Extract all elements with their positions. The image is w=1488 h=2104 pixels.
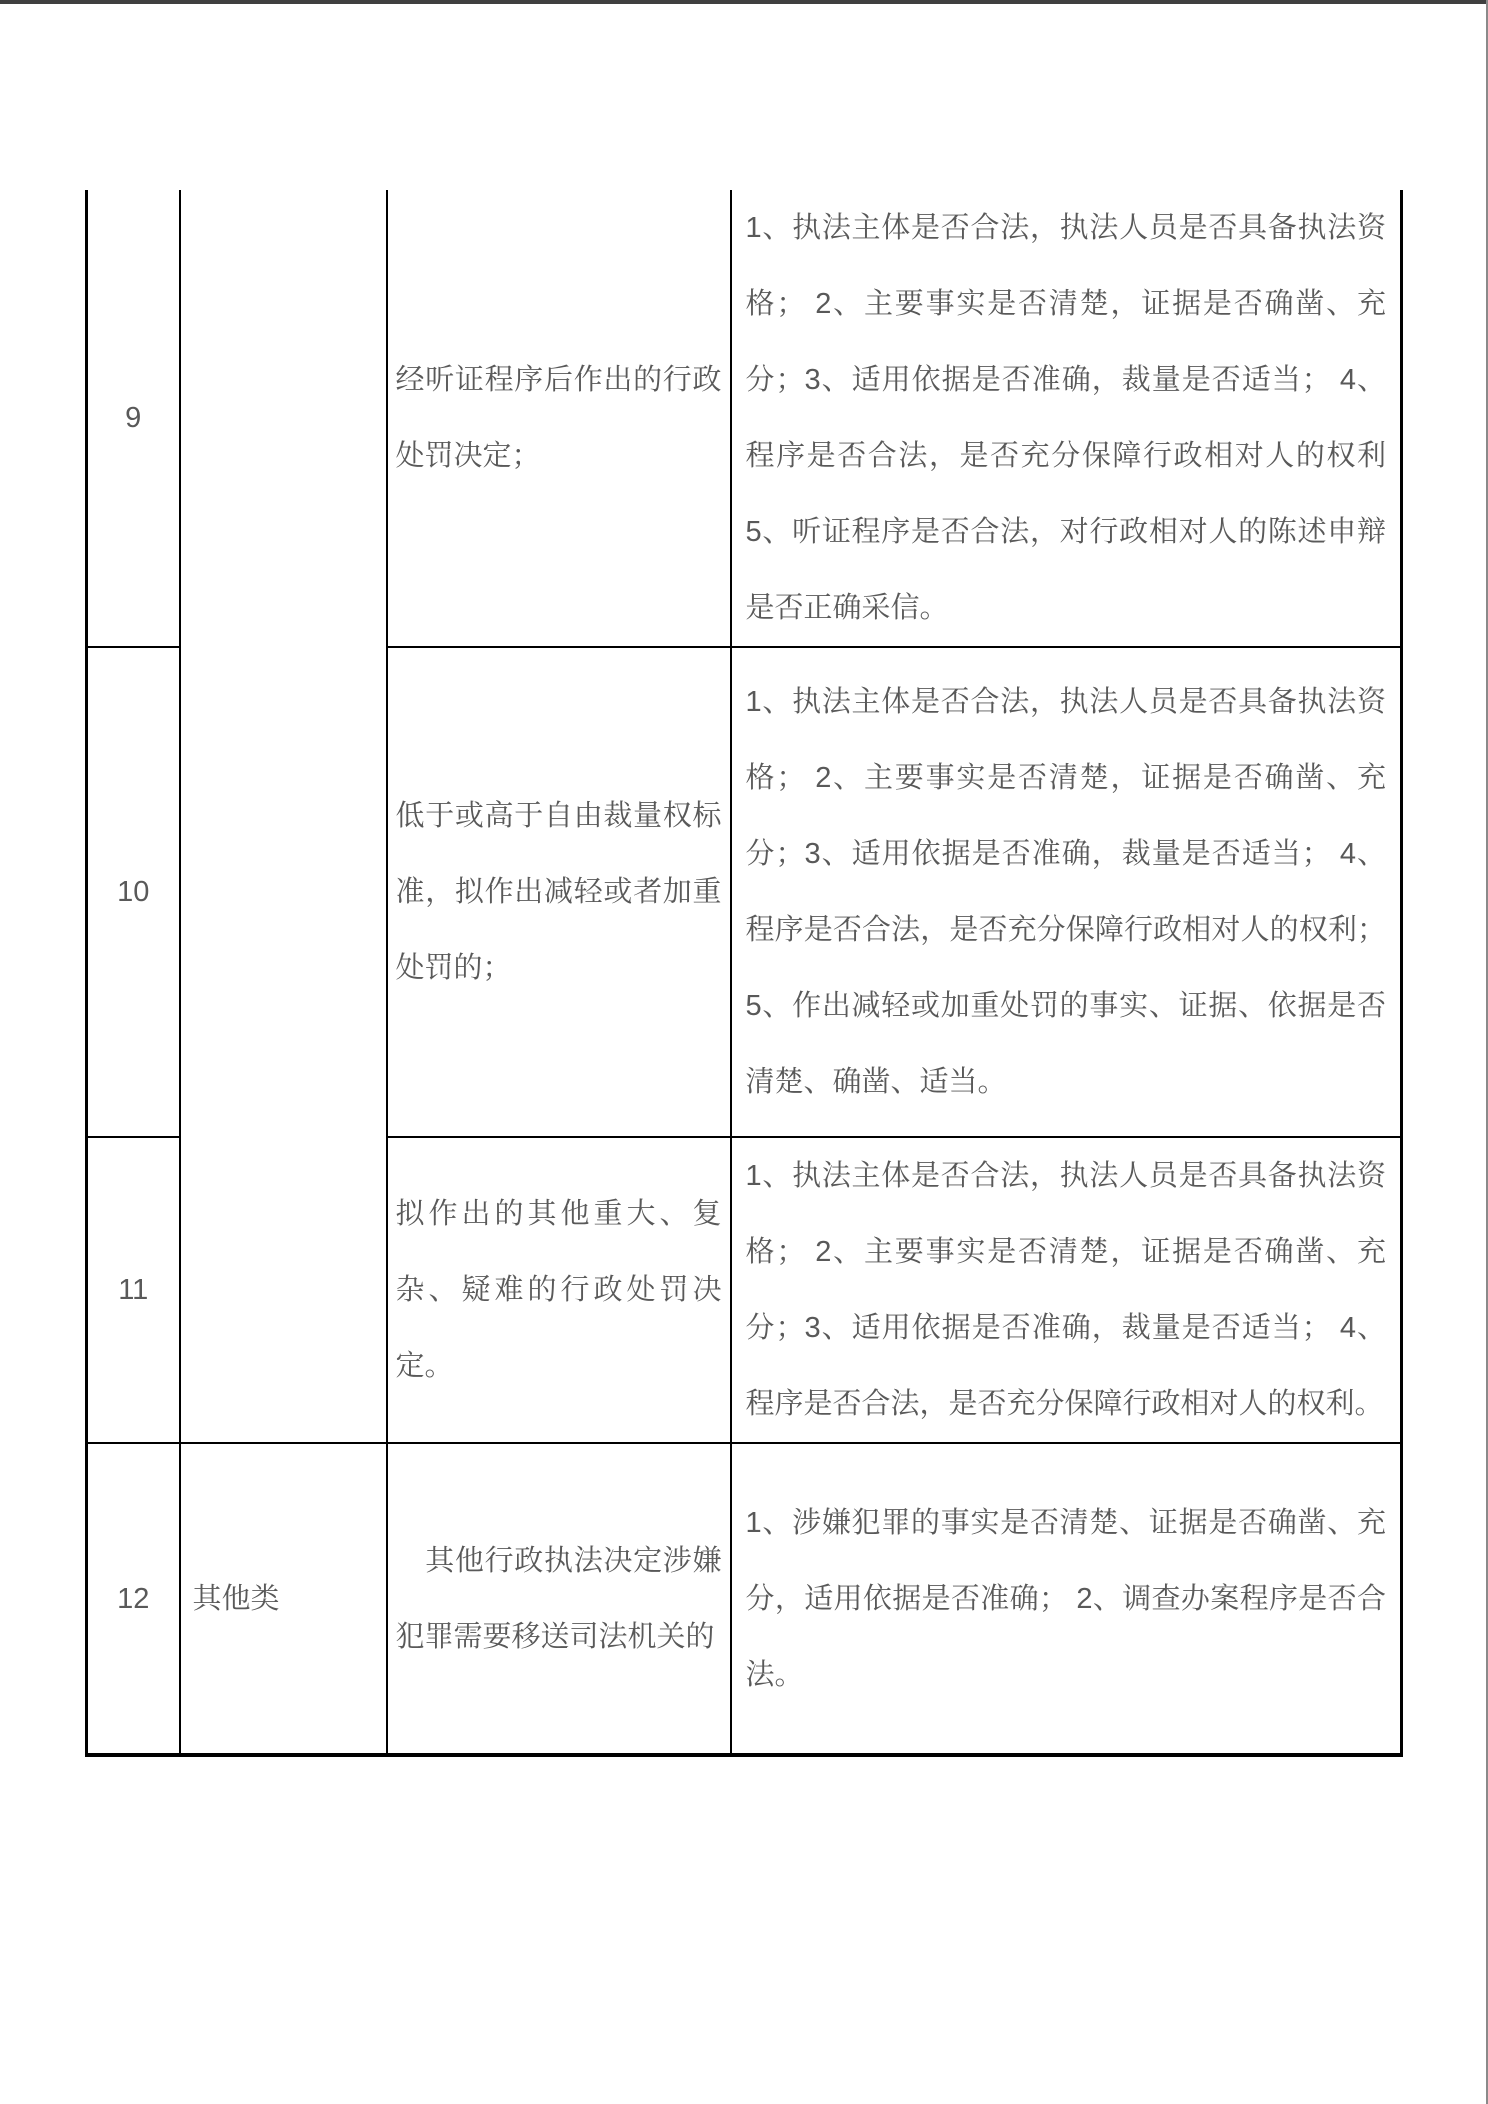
category-cell-merged (180, 190, 387, 1443)
row-number-cell: 11 (87, 1137, 180, 1443)
row-number-cell: 12 (87, 1443, 180, 1755)
viewport-top-edge (0, 0, 1488, 4)
item-cell: 拟作出的其他重大、复杂、疑难的行政处罚决定。 (387, 1137, 731, 1443)
criteria-cell: 1、涉嫌犯罪的事实是否清楚、证据是否确凿、充分，适用依据是否准确； 2、调查办案程序是否合法。 (731, 1443, 1402, 1755)
category-cell: 其他类 (180, 1443, 387, 1755)
table-row (87, 1443, 1402, 1755)
review-table (85, 190, 1403, 1757)
table-row (87, 190, 1402, 647)
row-number-cell: 9 (87, 190, 180, 647)
item-cell: 低于或高于自由裁量权标准，拟作出减轻或者加重处罚的； (387, 647, 731, 1137)
criteria-cell: 1、执法主体是否合法，执法人员是否具备执法资格； 2、主要事实是否清楚，证据是否确凿、充分；3、适用依据是否准确，裁量是否适当； 4、程序是否合法，是否充分保障行政相对人的权利。 (731, 1137, 1402, 1443)
item-cell: 经听证程序后作出的行政处罚决定； (387, 190, 731, 647)
row-number-cell: 10 (87, 647, 180, 1137)
item-cell: 其他行政执法决定涉嫌犯罪需要移送司法机关的 (387, 1443, 731, 1755)
criteria-cell: 1、执法主体是否合法，执法人员是否具备执法资格； 2、主要事实是否清楚，证据是否确凿、充分；3、适用依据是否准确，裁量是否适当； 4、程序是否合法，是否充分保障行政相对人的权利 5、听证程序是否合法，对行政相对人的陈述申辩是否正确采信。 (731, 190, 1402, 647)
criteria-cell: 1、执法主体是否合法，执法人员是否具备执法资格； 2、主要事实是否清楚，证据是否确凿、充分；3、适用依据是否准确，裁量是否适当； 4、程序是否合法，是否充分保障行政相对人的权利； 5、作出减轻或加重处罚的事实、证据、依据是否清楚、确凿、适当。 (731, 647, 1402, 1137)
